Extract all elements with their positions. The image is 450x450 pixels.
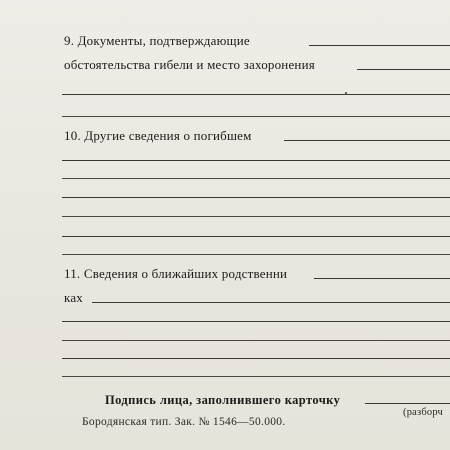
signature-label: Подпись лица, заполнившего карточку [105, 393, 341, 407]
item-10-fill-line[interactable] [284, 140, 450, 141]
item-9-label-line1: 9. Документы, подтверждающие [64, 33, 250, 48]
item-11-fill-line[interactable] [92, 302, 450, 303]
item-9-fill-line[interactable] [62, 116, 450, 117]
item-10-fill-line[interactable] [62, 254, 450, 255]
item-11-fill-line[interactable] [62, 358, 450, 359]
item-10-label: 10. Другие сведения о погибшем [64, 128, 252, 143]
item-9-label-line2: обстоятельства гибели и место захоронения [64, 57, 315, 72]
signature-hint: (разборч [403, 407, 444, 418]
item-11-label-line1: 11. Сведения о ближайших родственни [64, 266, 288, 281]
item-9-fill-line[interactable] [309, 45, 450, 46]
item-10-fill-line[interactable] [62, 197, 450, 198]
item-10-fill-line[interactable] [62, 178, 450, 179]
item-10-fill-line[interactable] [62, 236, 450, 237]
ink-speck [345, 92, 347, 94]
item-10-fill-line[interactable] [62, 216, 450, 217]
item-11-fill-line[interactable] [314, 278, 450, 279]
item-11-label-line2: ках [64, 290, 83, 305]
item-11-fill-line[interactable] [62, 340, 450, 341]
item-10-fill-line[interactable] [62, 160, 450, 161]
item-9-fill-line[interactable] [357, 69, 450, 70]
item-11-fill-line[interactable] [62, 376, 450, 377]
printer-imprint: Бородянская тип. Зак. № 1546—50.000. [82, 416, 286, 428]
item-9-fill-line[interactable] [62, 94, 450, 95]
item-11-fill-line[interactable] [62, 321, 450, 322]
signature-line[interactable] [365, 403, 450, 404]
